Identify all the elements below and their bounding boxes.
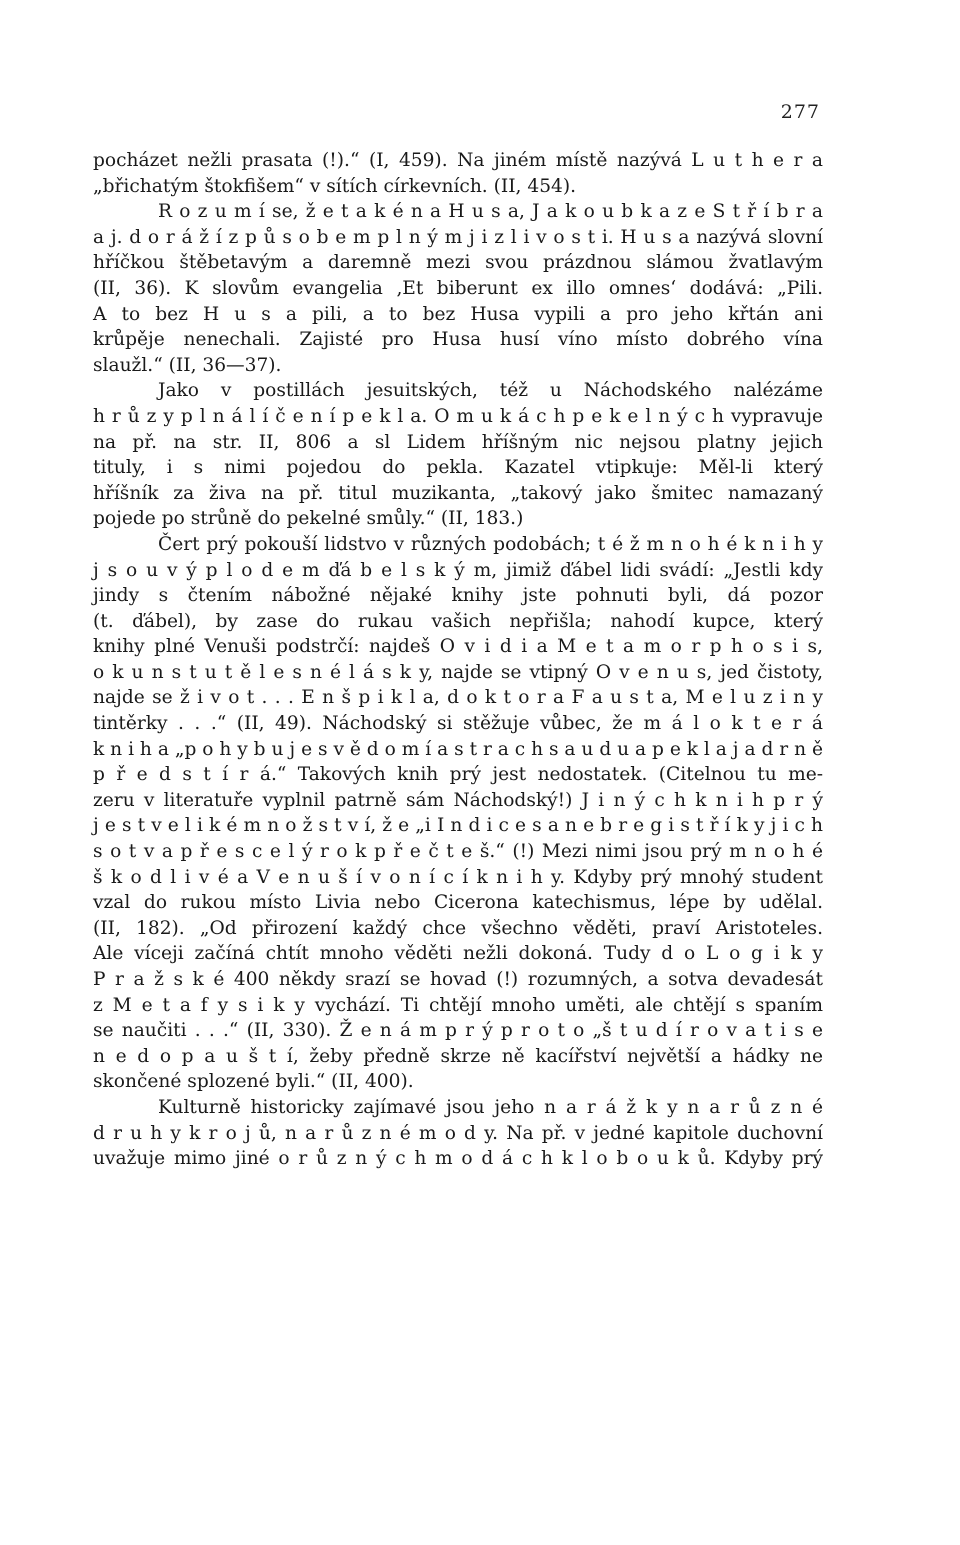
text-line: „břichatým štokfišem“ v sítích církevních. (II, 454). <box>93 175 577 197</box>
text-line: tituly, i s nimi pojedou do pekla. Kazatel vtipkuje: Měl-li který <box>93 457 823 479</box>
text-line: n e d o p a u š t í, žeby předně skrze ně kacířství největší a hádky ne <box>93 1045 823 1067</box>
text-line: knihy plné Venuši podstrčí: najdeš O v i d i a M e t a m o r p h o s i s, <box>93 636 823 658</box>
text-line: najde se ž i v o t . . . E n š p i k l a, d o k t o r a F a u s t a, M e l u z i n y <box>93 687 823 709</box>
text-line: Jako v postillách jesuitských, též u Náchodského nalézáme <box>158 380 823 402</box>
text-line: pojede po strůně do pekelné smůly.“ (II, 183.) <box>93 508 524 530</box>
text-line: se naučiti . . .“ (II, 330). Ž e n á m p r ý p r o t o „š t u d í r o v a t i s e <box>93 1020 823 1042</box>
text-line: hříšník za živa na př. titul muzikanta, „takový jako šmitec namazaný <box>93 482 823 504</box>
body-text <box>93 148 823 1172</box>
text-line: d r u h y k r o j ů, n a r ů z n é m o d y. Na př. v jedné kapitole duchovní <box>93 1122 823 1144</box>
text-line: j s o u v ý p l o d e m ďá b e l s k ý m, jimiž ďábel lidi svádí: „Jestli kdy <box>93 559 823 581</box>
text-line: P r a ž s k é 400 někdy srazí se hovad (!) rozumných, a sotva devadesát <box>93 969 823 990</box>
text-line: R o z u m í se, ž e t a k é n a H u s a, J a k o u b k a z e S t ř í b r a <box>158 201 823 223</box>
text-line: na př. na str. II, 806 a sl Lidem hříšným nic nejsou platny jejich <box>93 431 823 453</box>
text-line: z M e t a f y s i k y vychází. Ti chtějí mnoho uměti, ale chtějí s spaním <box>93 994 823 1016</box>
text-line: krůpěje nenechali. Zajisté pro Husa husí víno místo dobrého vína <box>93 329 823 351</box>
text-line: š k o d l i v é a V e n u š í v o n í c í k n i h y. Kdyby prý mnohý student <box>93 866 823 888</box>
text-line: (II, 36). K slovům evangelia ‚Et biberunt ex illo omnes‘ dodává: „Pili. <box>93 277 823 299</box>
page-number: 277 <box>780 101 820 123</box>
text-line: Ale víceji začíná chtít mnoho věděti nežli dokoná. Tudy d o L o g i k y <box>93 943 823 965</box>
text-line: vzal do rukou místo Livia nebo Cicerona katechismus, lépe by udělal. <box>93 892 823 914</box>
text-line: s o t v a p ř e s c e l ý r o k p ř e č t e š.“ (!) Mezi nimi jsou prý m n o h é <box>93 841 823 863</box>
text-line: hříčkou štěbetavým a daremně mezi svou prázdnou slámou žvatlavým <box>93 252 823 274</box>
text-line: A to bez H u s a pili, a to bez Husa vypili a pro jeho křtán ani <box>93 303 823 325</box>
text-line: k n i h a „p o h y b u j e s v ě d o m í a s t r a c h s a u d u a p e k l a j a d r n ě <box>93 738 823 760</box>
text-line: pocházet nežli prasata (!).“ (I, 459). Na jiném místě nazývá L u t h e r a <box>93 150 823 171</box>
text-line: j e s t v e l i k é m n o ž s t v í, ž e „i I n d i c e s a n e b r e g i s t ř í k y j i c h <box>93 815 823 837</box>
text-line: (t. ďábel), by zase do rukau vašich nepřišla; nahodí kupce, který <box>93 610 823 632</box>
text-line: a j. d o r á ž í z p ů s o b e m p l n ý m j i z l i v o s t i. H u s a nazývá slovní <box>93 226 823 248</box>
text-line: jindy s čtením nábožné nějaké knihy jste pohnuti byli, dá pozor <box>93 585 823 607</box>
text-line: uvažuje mimo jiné o r ů z n ý c h m o d á c h k l o b o u k ů. Kdyby prý <box>93 1148 823 1170</box>
text-line: slaužl.“ (II, 36—37). <box>93 354 282 376</box>
text-line: h r ů z y p l n á l í č e n í p e k l a. O m u k á c h p e k e l n ý c h vypravuje <box>93 405 823 427</box>
text-line: Čert prý pokouší lidstvo v různých podobách; t é ž m n o h é k n i h y <box>158 533 823 555</box>
text-line: Kulturně historicky zajímavé jsou jeho n a r á ž k y n a r ů z n é <box>158 1096 823 1118</box>
text-line: skončené splozené byli.“ (II, 400). <box>93 1071 414 1093</box>
text-line: tintěrky . . .“ (II, 49). Náchodský si stěžuje vůbec, že m á l o k t e r á <box>93 713 823 735</box>
text-line: o k u n s t u t ě l e s n é l á s k y, najde se vtipný O v e n u s, jed čistoty, <box>93 661 823 683</box>
text-line: p ř e d s t í r á.“ Takových knih prý jest nedostatek. (Citelnou tu me- <box>93 764 823 786</box>
text-line: zeru v literatuře vyplnil patrně sám Náchodský!) J i n ý c h k n i h p r ý <box>93 789 823 811</box>
text-line: (II, 182). „Od přirození každý chce všechno věděti, praví Aristoteles. <box>93 917 823 939</box>
